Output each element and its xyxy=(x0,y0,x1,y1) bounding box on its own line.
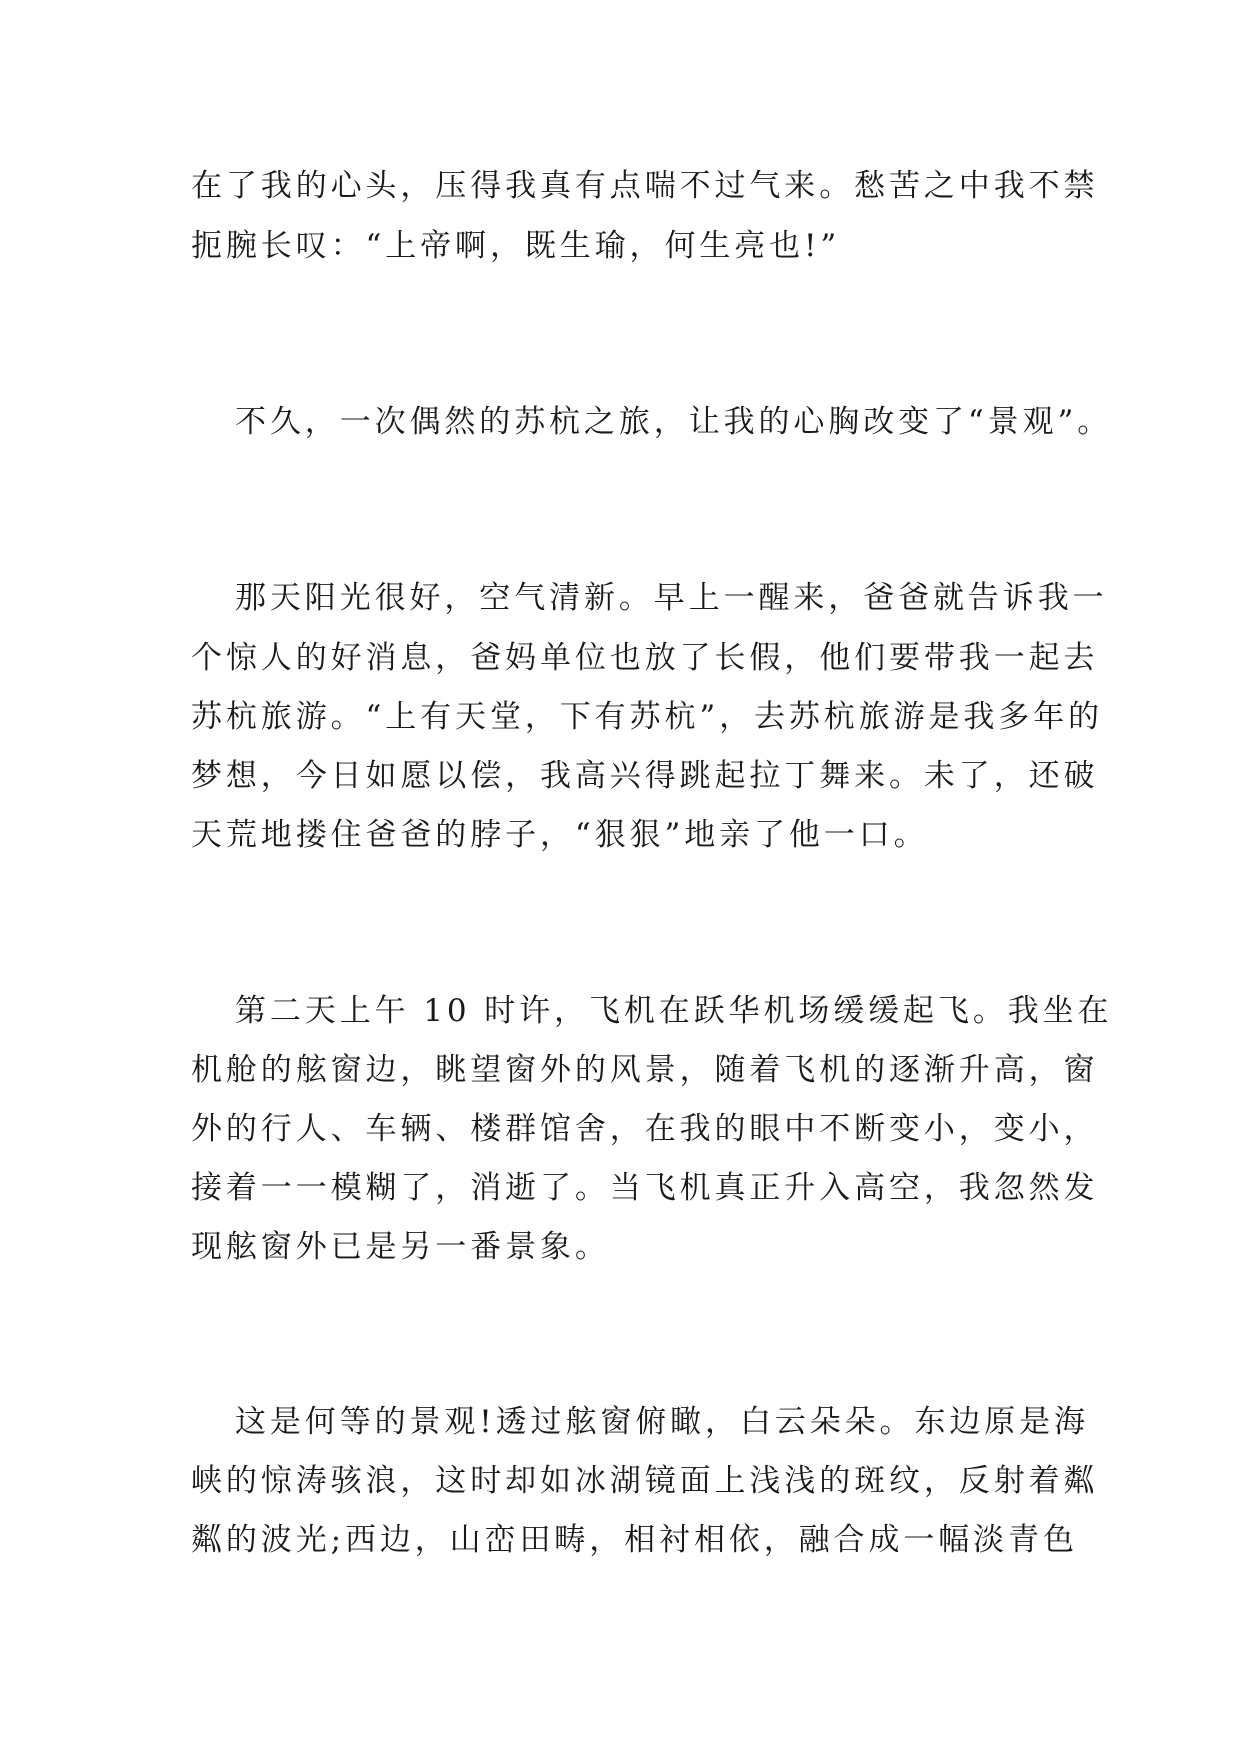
paragraph-3-line-4: 梦想，今日如愿以偿，我高兴得跳起拉丁舞来。未了，还破 xyxy=(191,758,1099,794)
paragraph-1-line-1: 在了我的心头，压得我真有点喘不过气来。愁苦之中我不禁 xyxy=(191,168,1099,204)
paragraph-3-line-3: 苏杭旅游。“上有天堂，下有苏杭”，去苏杭旅游是我多年的 xyxy=(191,699,1103,735)
paragraph-3-line-2: 个惊人的好消息，爸妈单位也放了长假，他们要带我一起去 xyxy=(191,640,1099,676)
paragraph-5-line-2: 峡的惊涛骇浪，这时却如冰湖镜面上浅浅的斑纹，反射着粼 xyxy=(191,1463,1099,1499)
paragraph-4-line-5: 现舷窗外已是另一番景象。 xyxy=(191,1229,610,1265)
paragraph-5-line-3: 粼的波光;西边，山峦田畴，相衬相依，融合成一幅淡青色 xyxy=(191,1522,1078,1558)
paragraph-4-line-2: 机舱的舷窗边，眺望窗外的风景，随着飞机的逐渐升高，窗 xyxy=(191,1052,1099,1088)
paragraph-3-line-1: 那天阳光很好，空气清新。早上一醒来，爸爸就告诉我一 xyxy=(235,580,1108,616)
paragraph-5-line-1: 这是何等的景观!透过舷窗俯瞰，白云朵朵。东边原是海 xyxy=(235,1404,1089,1440)
paragraph-3-line-5: 天荒地搂住爸爸的脖子，“狠狠”地亲了他一口。 xyxy=(191,817,929,853)
paragraph-1-line-2: 扼腕长叹：“上帝啊，既生瑜，何生亮也!” xyxy=(191,228,841,264)
paragraph-2-line-1: 不久，一次偶然的苏杭之旅，让我的心胸改变了“景观”。 xyxy=(235,404,1113,440)
paragraph-4-line-4: 接着一一模糊了，消逝了。当飞机真正升入高空，我忽然发 xyxy=(191,1170,1099,1206)
paragraph-4-line-3: 外的行人、车辆、楼群馆舍，在我的眼中不断变小，变小， xyxy=(191,1111,1099,1147)
paragraph-4-line-1: 第二天上午 10 时许，飞机在跃华机场缓缓起飞。我坐在 xyxy=(235,993,1113,1029)
